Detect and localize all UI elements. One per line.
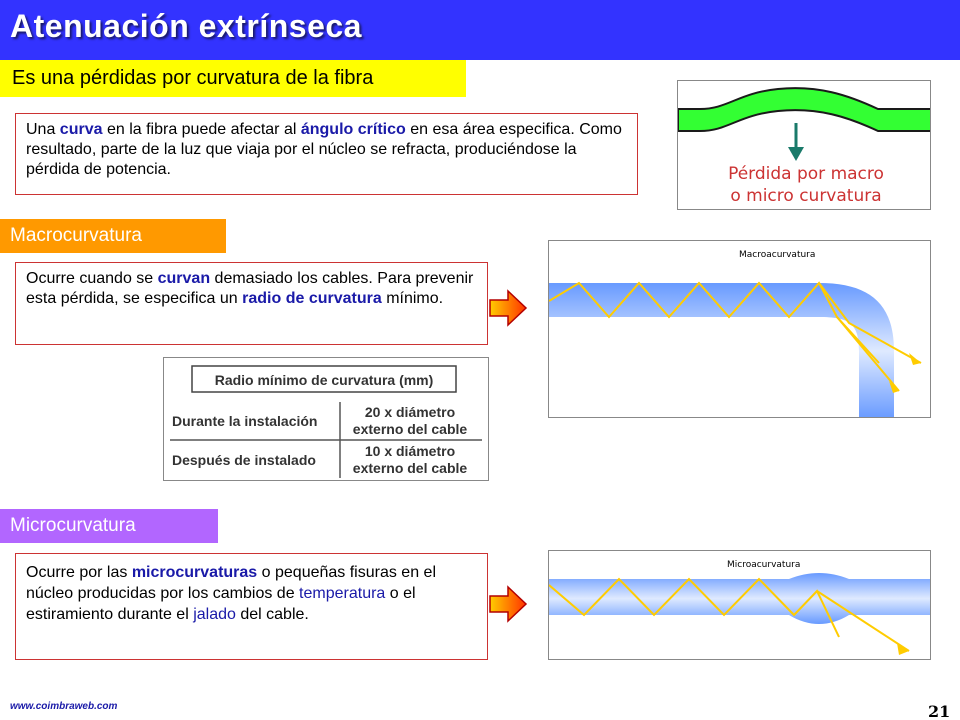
micro-text-2: o pequeñas fisuras en el núcleo producidas por los cambios de bbox=[26, 564, 436, 602]
macro-bend-diagram bbox=[548, 240, 931, 418]
keyword-curvan: curvan bbox=[157, 270, 211, 287]
intro-text-2: en la fibra puede afectar al bbox=[102, 121, 301, 138]
macro-text-1: Ocurre cuando se bbox=[26, 270, 158, 287]
radius-row-1-value-1: 20 x diámetro bbox=[364, 404, 456, 420]
footer-url[interactable]: www.coimbraweb.com bbox=[10, 701, 118, 712]
bend-loss-image bbox=[677, 80, 931, 210]
keyword-radio-curvatura: radio de curvatura bbox=[242, 290, 382, 307]
radius-table-header: Radio mínimo de curvatura (mm) bbox=[214, 372, 434, 388]
micro-bend-diagram bbox=[548, 550, 931, 660]
intro-text-3: en esa área especifica. Como resultado, parte de la luz que viaja por el núcleo se refracta, produciéndose la pérdida de potencia. bbox=[26, 121, 622, 178]
intro-text-1: Una bbox=[26, 121, 60, 138]
macro-text-2: demasiado los cables. Para prevenir esta pérdida, se especifica un bbox=[26, 270, 474, 307]
micro-text-4: del cable. bbox=[235, 606, 309, 623]
title-bar bbox=[0, 0, 960, 60]
micro-diagram-title: Microacurvatura bbox=[727, 560, 801, 570]
keyword-microcurvaturas: microcurvaturas bbox=[131, 564, 258, 581]
keyword-angulo-critico: ángulo crítico bbox=[300, 121, 406, 138]
micro-text-box bbox=[15, 553, 488, 660]
micro-label-text: Microcurvatura bbox=[10, 515, 136, 536]
bend-caption-1: Pérdida por macro bbox=[728, 164, 884, 184]
page-title: Atenuación extrínseca bbox=[10, 8, 362, 44]
bend-caption-2: o micro curvatura bbox=[730, 186, 882, 206]
macro-label bbox=[0, 219, 226, 253]
macro-label-text: Macrocurvatura bbox=[10, 225, 142, 246]
keyword-curva: curva bbox=[59, 121, 103, 138]
radius-row-2-value-1: 10 x diámetro bbox=[364, 443, 456, 459]
micro-label bbox=[0, 509, 218, 543]
keyword-jalado: jalado bbox=[193, 606, 236, 623]
radius-row-2-value-2: externo del cable bbox=[352, 460, 468, 476]
micro-arrow-icon bbox=[488, 584, 528, 624]
intro-text-box bbox=[15, 113, 638, 195]
macro-arrow-icon bbox=[488, 288, 528, 328]
micro-text-3: o el estiramiento durante el bbox=[26, 585, 416, 623]
keyword-temperatura: temperatura bbox=[299, 585, 386, 602]
radius-table bbox=[163, 357, 489, 481]
page-number: 21 bbox=[928, 702, 951, 720]
micro-text-1: Ocurre por las bbox=[26, 564, 132, 581]
macro-text-box bbox=[15, 262, 488, 345]
macro-diagram-title: Macroacurvatura bbox=[739, 250, 816, 260]
intro-label-text: Es una pérdidas por curvatura de la fibra bbox=[12, 67, 374, 89]
intro-label bbox=[0, 60, 466, 97]
radius-row-1-value-2: externo del cable bbox=[352, 421, 468, 437]
macro-text-3: mínimo. bbox=[381, 290, 444, 307]
radius-row-2-label: Después de instalado bbox=[172, 452, 316, 468]
radius-row-1-label: Durante la instalación bbox=[172, 413, 318, 429]
